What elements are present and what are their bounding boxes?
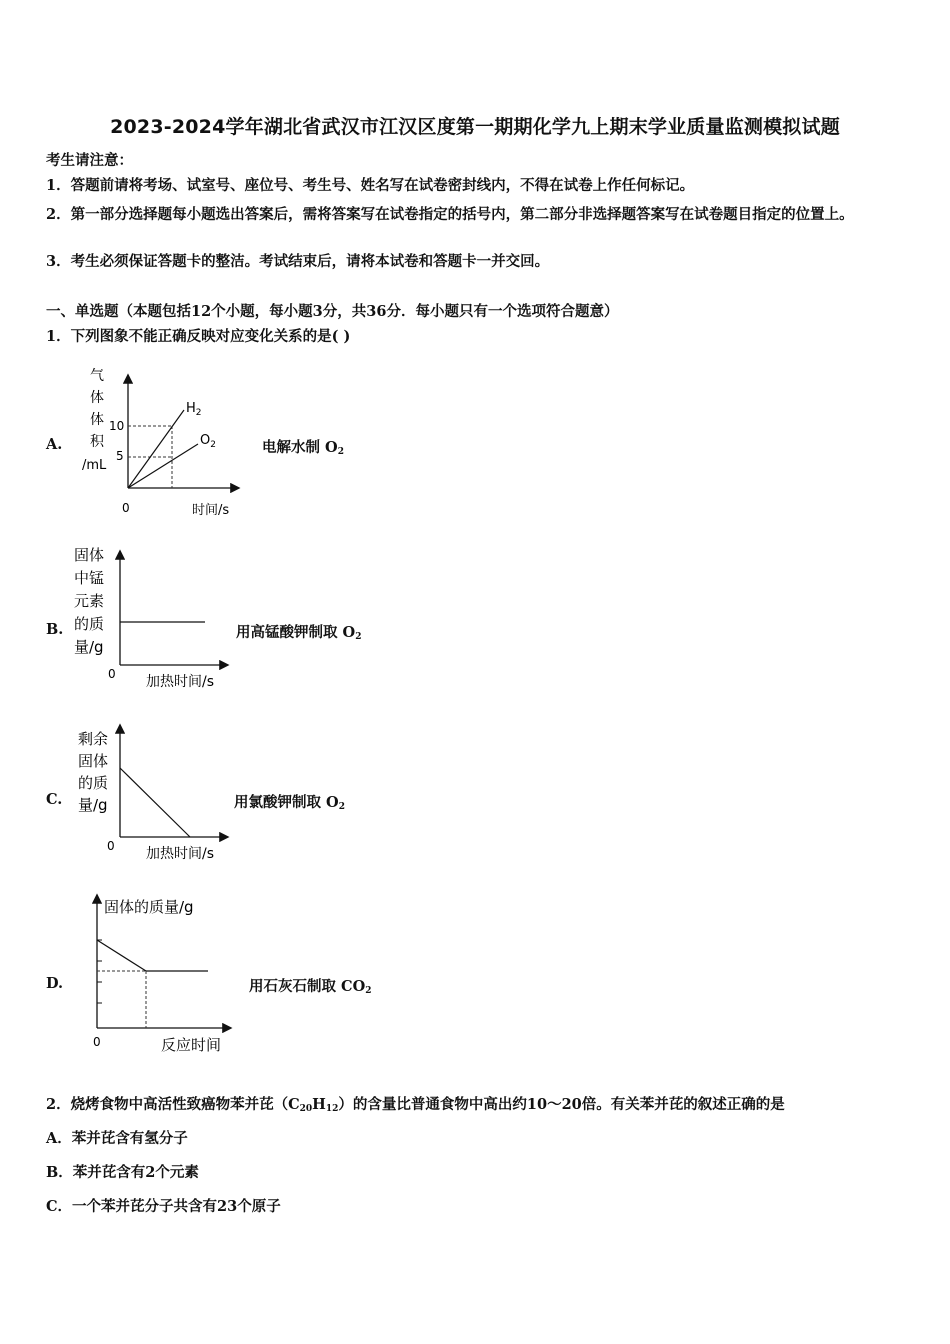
graph-d-decline-line	[97, 940, 146, 971]
graph-c-ylabel-2: 固体	[78, 752, 109, 770]
notice-item-2: 2．第一部分选择题每小题选出答案后，需将答案写在试卷指定的括号内，第二部分非选择题答案写在试卷题目指定的位置上。	[46, 206, 854, 223]
graph-a-ylabel-5: /mL	[82, 458, 107, 473]
graph-a-ytick-10: 10	[109, 419, 125, 433]
question-2-stem: 2．烧烤食物中高活性致癌物苯并芘$(C_{20}H_{12})$的含量比普通食物中高出约10～20倍。有关苯并芘的叙述正确的是	[46, 1096, 785, 1114]
option-d-letter: D.	[46, 975, 64, 992]
section-heading: 一、单选题（本题包括12个小题，每小题3分，共36分．每小题只有一个选项符合题意）	[46, 303, 619, 320]
graph-d-xlabel: 反应时间	[161, 1036, 222, 1054]
graph-d	[82, 888, 247, 1056]
graph-c-line	[120, 768, 190, 837]
graph-b-ylabel-2: 中锰	[74, 569, 105, 587]
graph-c-xlabel: 加热时间/s	[146, 846, 215, 862]
graph-d-ylabel: 固体的质量/g	[104, 898, 194, 916]
graph-c-origin: 0	[107, 839, 115, 853]
graph-a-origin: 0	[122, 501, 130, 515]
graph-b-origin: 0	[108, 667, 116, 681]
page-title: 2023-2024学年湖北省武汉市江汉区度第一期期化学九上期末学业质量监测模拟试题	[110, 116, 840, 138]
option-c-desc: 用氯酸钾制取 $O_2$	[234, 794, 345, 812]
question-2-option-c: C．一个苯并芘分子共含有23个原子	[46, 1198, 281, 1215]
graph-a-ylabel-4: 积	[90, 434, 104, 450]
question-1-stem: 1．下列图象不能正确反映对应变化关系的是( )	[46, 328, 351, 345]
graph-b-xlabel: 加热时间/s	[146, 674, 215, 690]
option-a-letter: A.	[46, 436, 63, 453]
graph-a-h2-label: $H_2$	[186, 401, 202, 418]
option-b-letter: B.	[46, 621, 64, 638]
notice-heading: 考生请注意：	[46, 152, 133, 169]
graph-d-origin: 0	[93, 1035, 101, 1049]
option-d-desc: 用石灰石制取 $CO_2$	[249, 978, 372, 996]
graph-a-ylabel-2: 体	[90, 390, 104, 406]
graph-b	[70, 542, 235, 692]
option-c-letter: C.	[46, 791, 63, 808]
graph-a	[78, 366, 248, 521]
graph-a-ylabel-1: 气	[90, 368, 104, 384]
graph-b-ylabel-1: 固体	[74, 546, 105, 564]
question-2-option-b: B．苯并芘含有2个元素	[46, 1164, 199, 1181]
graph-b-ylabel-4: 的质	[74, 615, 105, 633]
graph-b-ylabel-3: 元素	[74, 592, 105, 610]
graph-c-ylabel-3: 的质	[78, 774, 109, 792]
graph-a-ytick-5: 5	[116, 449, 124, 463]
question-2-option-a: A．苯并芘含有氢分子	[46, 1130, 188, 1147]
notice-item-1: 1．答题前请将考场、试室号、座位号、考生号、姓名写在试卷密封线内，不得在试卷上作任何标记。	[46, 177, 695, 194]
option-a-desc: 电解水制 $O_2$	[262, 439, 344, 457]
graph-a-o2-label: $O_2$	[200, 433, 216, 450]
graph-b-ylabel-5: 量/g	[74, 638, 104, 656]
graph-a-o2-line	[128, 444, 198, 488]
graph-c-ylabel-4: 量/g	[78, 796, 108, 814]
graph-a-ylabel-3: 体	[90, 412, 104, 428]
graph-c-ylabel-1: 剩余	[78, 730, 109, 748]
graph-a-h2-line	[128, 410, 184, 488]
graph-c	[70, 718, 235, 866]
graph-a-xlabel: 时间/s	[192, 503, 230, 518]
option-b-desc: 用高锰酸钾制取 $O_2$	[236, 624, 362, 642]
notice-item-3: 3．考生必须保证答题卡的整洁。考试结束后，请将本试卷和答题卡一并交回。	[46, 253, 550, 270]
